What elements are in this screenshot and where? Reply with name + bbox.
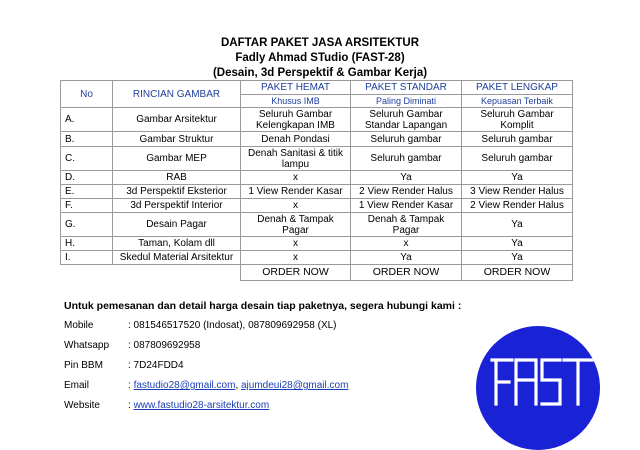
email-link-1[interactable]: fastudio28@gmail.com <box>133 380 236 391</box>
package-table <box>60 80 573 281</box>
row-hemat: Denah & Tampak Pagar <box>241 213 351 237</box>
contact-email-row <box>64 380 461 400</box>
email-link-2[interactable]: ajumdeui28@gmail.com <box>241 380 349 391</box>
row-standar: Ya <box>351 251 462 265</box>
table-row <box>61 108 573 132</box>
header-paket-lengkap: PAKET LENGKAP <box>462 81 573 95</box>
table-row <box>61 251 573 265</box>
whatsapp-label: Whatsapp <box>64 340 110 351</box>
row-hemat: x <box>241 171 351 185</box>
row-lengkap: Seluruh Gambar Komplit <box>462 108 573 132</box>
tagline-hemat: Khusus IMB <box>241 95 351 108</box>
row-hemat: x <box>241 251 351 265</box>
row-item: Gambar MEP <box>113 147 241 171</box>
row-item: 3d Perspektif Eksterior <box>113 185 241 199</box>
row-item: Gambar Struktur <box>113 132 241 147</box>
row-item: Skedul Material Arsitektur <box>113 251 241 265</box>
row-no: C. <box>61 147 113 171</box>
row-standar: Seluruh Gambar Standar Lapangan <box>351 108 462 132</box>
website-link[interactable]: www.fastudio28-arsitektur.com <box>133 400 270 411</box>
table-row <box>61 213 573 237</box>
row-lengkap: Seluruh gambar <box>462 132 573 147</box>
email-separator: , <box>235 380 241 391</box>
mobile-value: : 081546517520 (Indosat), 087809692958 (XL) <box>128 320 337 331</box>
row-lengkap: 3 View Render Halus <box>462 185 573 199</box>
title-line-2: Fadly Ahmad STudio (FAST-28) <box>235 52 405 64</box>
row-standar: 1 View Render Kasar <box>351 199 462 213</box>
table-row <box>61 185 573 199</box>
row-standar: 2 View Render Halus <box>351 185 462 199</box>
row-no: H. <box>61 237 113 251</box>
header-paket-hemat: PAKET HEMAT <box>241 81 351 95</box>
email-prefix: : <box>128 380 134 391</box>
table-row <box>61 199 573 213</box>
row-standar: x <box>351 237 462 251</box>
row-lengkap: Seluruh gambar <box>462 147 573 171</box>
contact-intro: Untuk pemesanan dan detail harga desain tiap paketnya, segera hubungi kami : <box>64 300 462 312</box>
website-value <box>128 400 269 412</box>
row-hemat: x <box>241 237 351 251</box>
fast-studio-logo <box>452 300 602 450</box>
contact-whatsapp-row <box>64 340 461 360</box>
tagline-standar: Paling Diminati <box>351 95 462 108</box>
row-lengkap: Ya <box>462 171 573 185</box>
row-standar: Ya <box>351 171 462 185</box>
row-no: D. <box>61 171 113 185</box>
order-now-standar-button[interactable]: ORDER NOW <box>351 265 462 281</box>
table-row <box>61 171 573 185</box>
row-lengkap: Ya <box>462 237 573 251</box>
title-line-1: DAFTAR PAKET JASA ARSITEKTUR <box>220 37 420 49</box>
row-no: A. <box>61 108 113 132</box>
row-hemat: x <box>241 199 351 213</box>
table-row <box>61 132 573 147</box>
row-hemat: 1 View Render Kasar <box>241 185 351 199</box>
row-lengkap: Ya <box>462 213 573 237</box>
row-standar: Seluruh gambar <box>351 132 462 147</box>
document-title-block <box>0 36 640 81</box>
row-item: Taman, Kolam dll <box>113 237 241 251</box>
header-rincian: RINCIAN GAMBAR <box>113 81 241 108</box>
row-item: RAB <box>113 171 241 185</box>
bbm-value: : 7D24FDD4 <box>128 360 184 371</box>
table-row <box>61 147 573 171</box>
row-hemat: Denah Pondasi <box>241 132 351 147</box>
header-no: No <box>61 81 113 108</box>
row-standar: Seluruh gambar <box>351 147 462 171</box>
empty-cell <box>61 265 113 281</box>
contact-bbm-row <box>64 360 461 380</box>
title-line-3: (Desain, 3d Perspektif & Gambar Kerja) <box>212 67 428 79</box>
mobile-label: Mobile <box>64 320 94 331</box>
row-hemat: Seluruh Gambar Kelengkapan IMB <box>241 108 351 132</box>
bbm-label: Pin BBM <box>64 360 103 371</box>
row-standar: Denah & Tampak Pagar <box>351 213 462 237</box>
empty-cell <box>113 265 241 281</box>
row-item: Gambar Arsitektur <box>113 108 241 132</box>
row-lengkap: Ya <box>462 251 573 265</box>
tagline-lengkap: Kepuasan Terbaik <box>462 95 573 108</box>
row-hemat: Denah Sanitasi & titik lampu <box>241 147 351 171</box>
row-no: B. <box>61 132 113 147</box>
row-item: Desain Pagar <box>113 213 241 237</box>
contact-mobile-row <box>64 320 461 340</box>
website-prefix: : <box>128 400 134 411</box>
contact-website-row <box>64 400 461 420</box>
email-value <box>128 380 348 392</box>
row-no: E. <box>61 185 113 199</box>
header-paket-standar: PAKET STANDAR <box>351 81 462 95</box>
row-item: 3d Perspektif Interior <box>113 199 241 213</box>
table-row <box>61 237 573 251</box>
row-lengkap: 2 View Render Halus <box>462 199 573 213</box>
row-no: F. <box>61 199 113 213</box>
website-label: Website <box>64 400 100 411</box>
row-no: I. <box>61 251 113 265</box>
order-now-lengkap-button[interactable]: ORDER NOW <box>462 265 573 281</box>
order-now-hemat-button[interactable]: ORDER NOW <box>241 265 351 281</box>
row-no: G. <box>61 213 113 237</box>
whatsapp-value: : 087809692958 <box>128 340 201 351</box>
email-label: Email <box>64 380 90 391</box>
contact-section <box>64 300 461 420</box>
